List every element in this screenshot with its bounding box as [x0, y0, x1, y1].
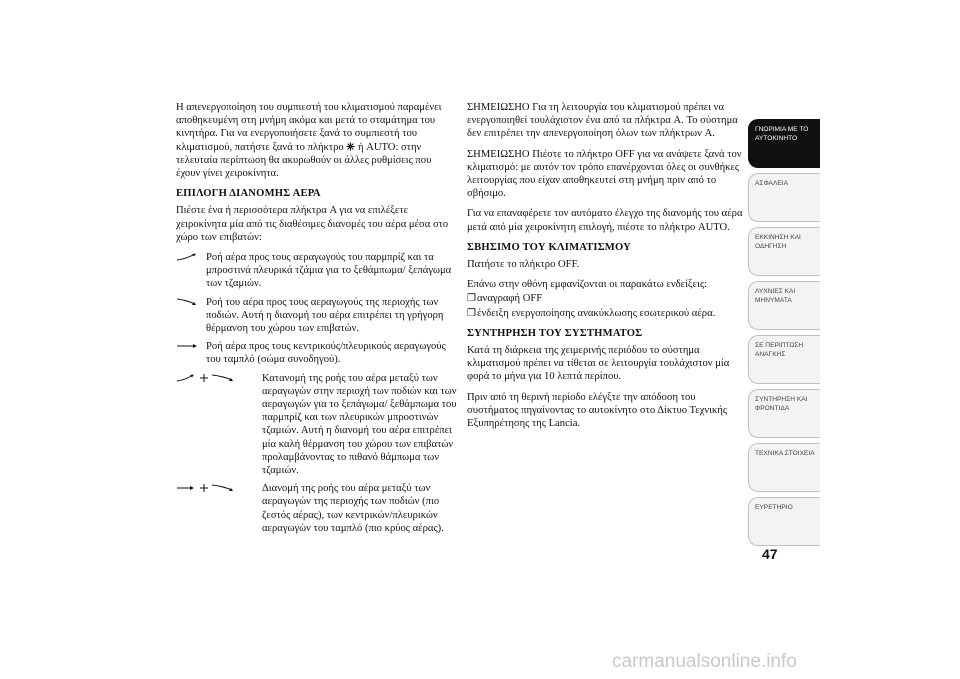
left-column	[176, 101, 458, 540]
distribution-item-windscreen: Ροή αέρα προς τους αεραγωγούς του παρμπρίζ και τα μπροστινά πλευρικά τζάμια για το ξεθάμπωμα/ ξεπάγωμα των τζαμιών.	[176, 251, 458, 291]
paragraph-winter-maintenance: Κατά τη διάρκεια της χειμερινής περιόδου το σύστημα κλιματισμού πρέπει να τίθεται σε λειτουργία τουλάχιστον μία φορά το μήνα για 10 λεπτά περίπου.	[467, 345, 730, 383]
distribution-item-dashboard: Ροή αέρα προς τους κεντρικούς/πλευρικούς αεραγωγούς του ταμπλό (σώμα συνοδηγού).	[176, 340, 458, 366]
note-off-button: ΣΗΜΕΙΩΣΗΟ Πιέστε το πλήκτρο OFF για να ανάψετε ξανά τον κλιματισμό: με αυτόν τον τρόπο επανέρχονται όλες οι συνθήκες λειτουργίας που είχαν αποθηκευτεί στη μνήμη πριν από το σβήσιμο.	[467, 148, 742, 200]
feet-flow-icon	[176, 298, 198, 306]
dashboard-flow-icon	[176, 342, 198, 350]
feet-windscreen-flow-icon	[176, 374, 240, 382]
windscreen-flow-icon	[176, 253, 198, 261]
paragraph-summer-check: Πριν από τη θερινή περίοδο ελέγξτε την απόδοση του συστήματος πηγαίνοντας το αυτοκίνητο στο Δίκτυο Τεχνικής Εξυπηρέτησης της Lancia.	[467, 391, 728, 430]
heading-turn-off: ΣΒΗΣΙΜΟ ΤΟΥ ΚΛΙΜΑΤΙΣΜΟΥ	[467, 241, 632, 253]
tab-safety[interactable]: ΑΣΦΑΛΕΙΑ	[748, 173, 820, 222]
note-buttons-a: ΣΗΜΕΙΩΣΗΟ Για τη λειτουργία του κλιματισμού πρέπει να ενεργοποιηθεί τουλάχιστον ένα από τα πλήκτρα A. Το σύστημα δεν επιτρέπει την απενεργοποίηση όλων των πλήκτρων A.	[467, 102, 738, 140]
heading-maintenance: ΣΥΝΤΗΡΗΣΗ ΤΟΥ ΣΥΣΤΗΜΑΤΟΣ	[467, 327, 643, 339]
bullet-icon: ❒	[467, 307, 476, 319]
tab-warning-lights[interactable]: ΛΥΧΝΙΕΣ ΚΑΙ ΜΗΝΥΜΑΤΑ	[748, 281, 820, 330]
snowflake-icon	[346, 142, 355, 151]
paragraph-select-distribution: Πιέστε ένα ή περισσότερα πλήκτρα A για να επιλέξετε χειροκίνητα μία από τις διαθέσιμες διανομές του αέρα μέσα στο χώρο των επιβατών:	[176, 205, 449, 243]
watermark: carmanualsonline.info	[612, 651, 797, 672]
distribution-item-feet: Ροή του αέρα προς τους αεραγωγούς της περιοχής των ποδιών. Αυτή η διανομή του αέρα επιτρέπει τη γρήγορη θέρμανση του χώρου των επιβατών.	[176, 296, 458, 336]
paragraph-press-off: Πατήστε το πλήκτρο OFF.	[467, 259, 580, 271]
bullet-item: ❒ ένδειξη ενεργοποίησης ανακύκλωσης εσωτερικού αέρα.	[467, 307, 716, 319]
tab-emergency[interactable]: ΣΕ ΠΕΡΙΠΤΩΣΗ ΑΝΑΓΚΗΣ	[748, 335, 820, 384]
tab-index[interactable]: ΕΥΡΕΤΗΡΙΟ	[748, 497, 820, 546]
paragraph-auto-restore: Για να επαναφέρετε τον αυτόματο έλεγχο της διανομής του αέρα μετά από μία χειροκίνητη επιλογή, πιέστε το πλήκτρο AUTO.	[467, 208, 743, 233]
distribution-item-feet-windscreen: Κατανομή της ροής του αέρα μεταξύ των αεραγωγών στην περιοχή των ποδιών και των αεραγωγών για το ξεπάγωμα/ ξεθάμπωμα του παρμπρίζ και των πλευρικών μπροστινών τζαμιών. Αυτή η διανομή του αέρα επιτρέπει μία καλή θέρμανση του χώρου των επιβατών προλαμβάνοντας το πιθανό θάμπωμα των τζαμιών.	[176, 372, 458, 478]
tab-technical-data[interactable]: ΤΕΧΝΙΚΑ ΣΤΟΙΧΕΙΑ	[748, 443, 820, 492]
paragraph-compressor-memory: Η απενεργοποίηση του συμπιεστή του κλιματισμού παραμένει αποθηκευμένη στη μνήμη ακόμα και μετά το σταμάτημα του κινητήρα. Για να ενεργοποιήσετε ξανά το συμπιεστή του κλιματισμού, πατήστε ξανά το πλήκτρο ή AUTO: στην τελευταία περίπτωση θα ακυρωθούν οι άλλες ρυθμίσεις που έχουν γίνει χειροκίνητα.	[176, 102, 442, 180]
paragraph-display-indications: Επάνω στην οθόνη εμφανίζονται οι παρακάτω ενδείξεις:	[467, 279, 708, 291]
page-number: 47	[762, 546, 778, 562]
distribution-item-feet-dashboard: Διανομή της ροής του αέρα μεταξύ των αεραγωγών της περιοχής των ποδιών (πιο ζεστός αέρας), των κεντρικών/πλευρικών αεραγωγών του ταμπλό (πιο κρύος αέρας).	[176, 482, 458, 535]
bullet-item: ❒ αναγραφή OFF	[467, 293, 543, 305]
tab-getting-to-know[interactable]: ΓΝΩΡΙΜΙΑ ΜΕ ΤΟ ΑΥΤΟΚΙΝΗΤΟ	[748, 119, 820, 168]
heading-air-distribution: ΕΠΙΛΟΓΗ ΔΙΑΝΟΜΗΣ ΑΕΡΑ	[176, 188, 321, 200]
bullet-icon: ❒	[467, 293, 476, 305]
tab-maintenance[interactable]: ΣΥΝΤΗΡΗΣΗ ΚΑΙ ΦΡΟΝΤΙΔΑ	[748, 389, 820, 438]
section-tabs	[748, 119, 820, 551]
tab-starting-driving[interactable]: ΕΚΚΙΝΗΣΗ ΚΑΙ ΟΔΗΓΗΣΗ	[748, 227, 820, 276]
feet-dashboard-flow-icon	[176, 484, 240, 492]
right-column	[467, 101, 745, 437]
